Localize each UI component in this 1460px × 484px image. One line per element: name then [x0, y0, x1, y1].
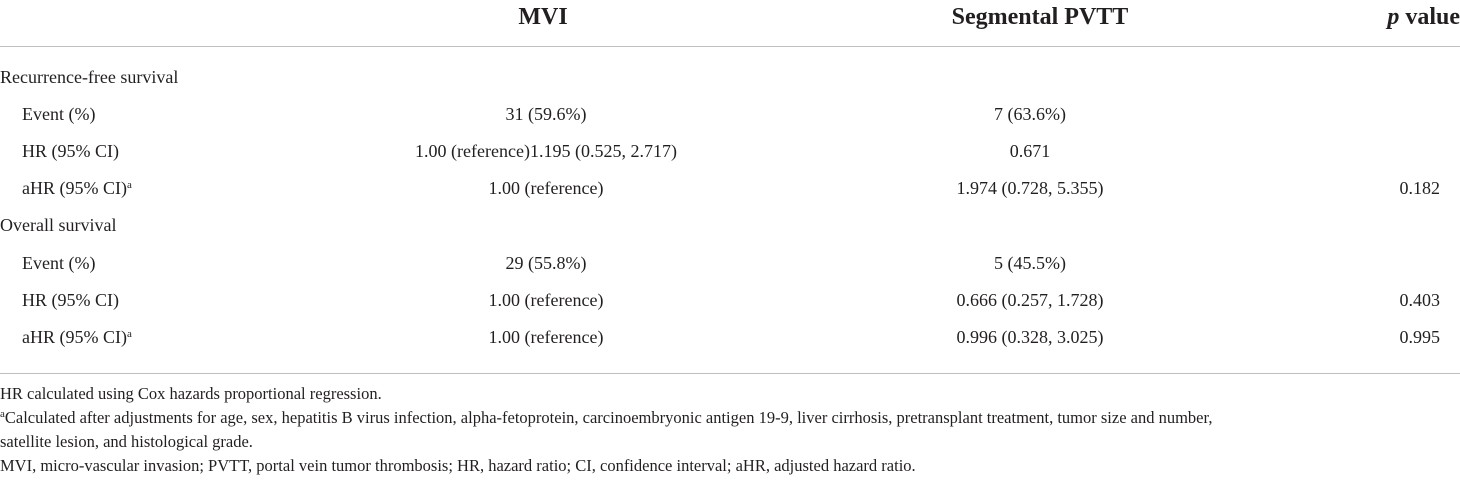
table-row — [0, 97, 1460, 134]
row-label — [22, 178, 132, 199]
row-label: Event (%) — [22, 253, 96, 273]
table-row — [0, 134, 1460, 171]
header-rule — [0, 46, 1460, 47]
header-p-rest: value — [1399, 4, 1460, 30]
footnote-marker: a — [0, 408, 5, 420]
cell-p-value: 0.995 — [1399, 327, 1440, 347]
cell-mvi: 31 (59.6%) — [505, 104, 587, 124]
cell-mvi: 1.00 (reference) — [488, 290, 604, 310]
header-mvi: MVI — [518, 4, 568, 30]
row-label: Event (%) — [22, 104, 96, 124]
table-row — [0, 246, 1460, 283]
header-segmental-pvtt: Segmental PVTT — [951, 4, 1129, 30]
header-p-italic: p — [1387, 4, 1400, 30]
row-label: Overall survival — [0, 215, 117, 235]
row-label-text: aHR (95% CI) — [22, 178, 127, 198]
cell-pvtt: 0.671 — [1009, 141, 1051, 161]
cell-mvi: 1.00 (reference) — [488, 327, 604, 347]
cell-pvtt: 1.974 (0.728, 5.355) — [956, 178, 1104, 198]
footnote-line: MVI, micro-vascular invasion; PVTT, portal vein tumor thrombosis; HR, hazard ratio; CI, confidence interval; aHR, adjusted hazard ratio. — [0, 456, 916, 475]
footnote-text: Calculated after adjustments for age, sex, hepatitis B virus infection, alpha-fetoprotein, carcinoembryonic antigen 19-9, liver cirrhosis, pretransplant treatment, tumor size and number, — [4, 408, 1213, 427]
table-row — [0, 320, 1460, 357]
cell-mvi: 1.00 (reference) — [488, 178, 604, 198]
header-p-value — [1387, 4, 1460, 31]
table-row — [0, 60, 1460, 97]
cell-mvi: 29 (55.8%) — [505, 253, 587, 273]
footnote-marker: a — [126, 179, 132, 191]
table-header — [0, 0, 1460, 46]
footnote-line: HR calculated using Cox hazards proportional regression. — [0, 384, 382, 403]
cell-pvtt: 0.666 (0.257, 1.728) — [956, 290, 1104, 310]
row-label-text: aHR (95% CI) — [22, 327, 127, 347]
cell-pvtt: 0.996 (0.328, 3.025) — [956, 327, 1104, 347]
row-label: Recurrence-free survival — [0, 67, 179, 87]
footnote-marker: a — [126, 328, 132, 340]
table-row — [0, 171, 1460, 208]
row-label: HR (95% CI) — [22, 290, 119, 310]
cell-p-value: 0.182 — [1399, 178, 1440, 198]
row-label — [22, 327, 132, 348]
cell-pvtt: 5 (45.5%) — [994, 253, 1066, 273]
row-label: HR (95% CI) — [22, 141, 119, 161]
cell-p-value: 0.403 — [1399, 290, 1440, 310]
cell-mvi: 1.00 (reference)1.195 (0.525, 2.717) — [415, 141, 677, 161]
cell-pvtt: 7 (63.6%) — [994, 104, 1066, 124]
table-row — [0, 208, 1460, 245]
footnote-line: satellite lesion, and histological grade. — [0, 432, 253, 451]
table-footnotes — [0, 382, 1460, 478]
footnote-line — [0, 406, 1460, 430]
footer-rule — [0, 373, 1460, 374]
table-row — [0, 283, 1460, 320]
